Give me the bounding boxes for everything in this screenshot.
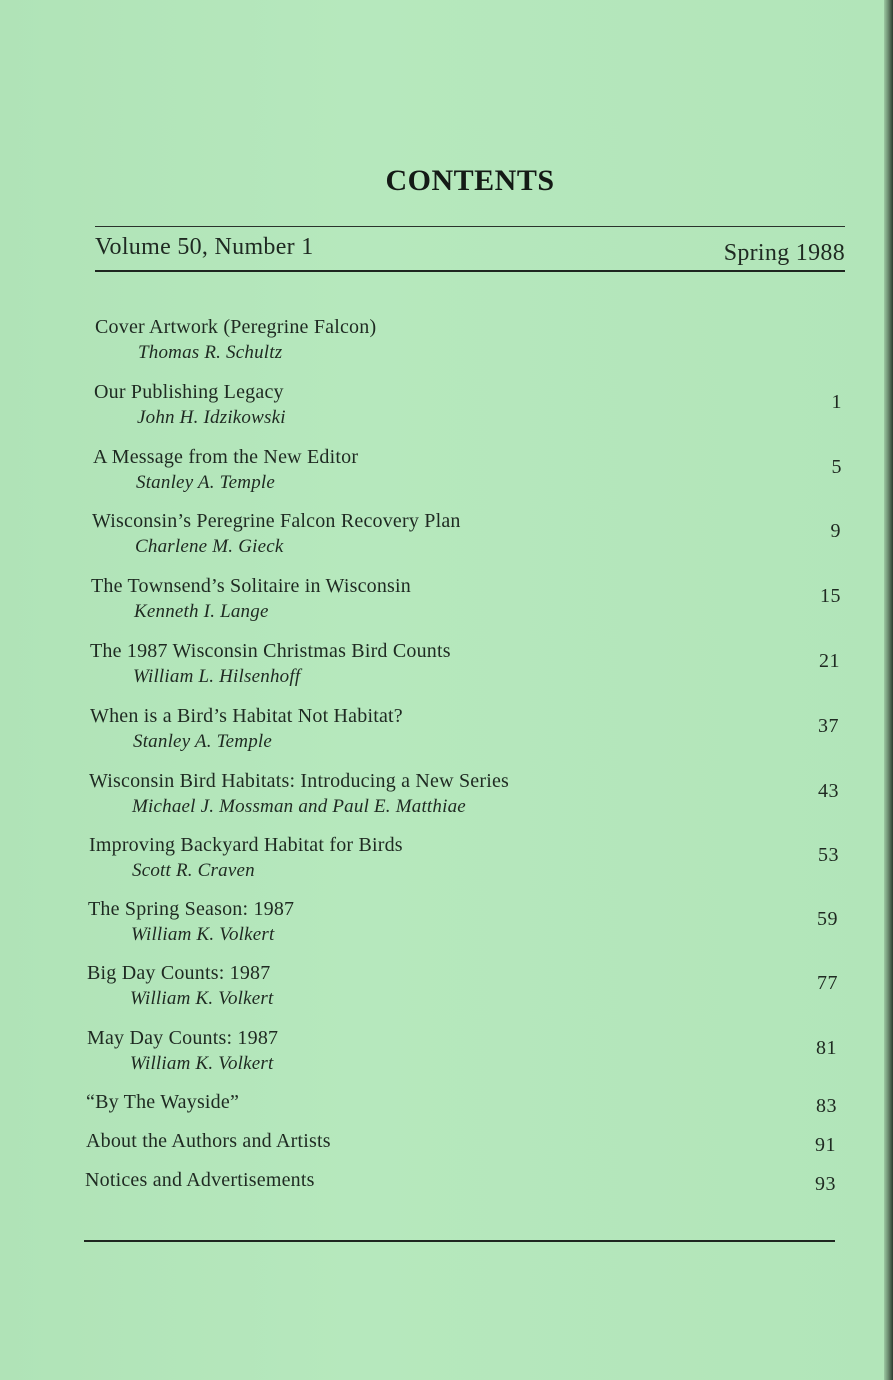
entry-title: About the Authors and Artists <box>86 1130 331 1152</box>
entry-title: May Day Counts: 1987 <box>87 1027 279 1049</box>
entry-title: Wisconsin Bird Habitats: Introducing a New Series <box>89 770 510 792</box>
entry-author: Kenneth I. Lange <box>134 601 269 622</box>
entry-author: Michael J. Mossman and Paul E. Matthiae <box>132 796 466 817</box>
entry-title: A Message from the New Editor <box>93 446 359 468</box>
entry-title: Cover Artwork (Peregrine Falcon) <box>95 316 377 338</box>
entry-title: Notices and Advertisements <box>85 1169 315 1191</box>
entry-author: Stanley A. Temple <box>133 731 273 752</box>
entry-page: 53 <box>818 844 839 866</box>
entry-page: 83 <box>816 1095 837 1117</box>
entry-page: 15 <box>820 585 841 607</box>
entry-page: 93 <box>815 1173 836 1195</box>
entry-title: Our Publishing Legacy <box>94 381 284 403</box>
entry-page: 91 <box>815 1134 836 1156</box>
entry-page: 59 <box>817 908 838 930</box>
entry-page: 43 <box>818 780 839 802</box>
entry-author: William L. Hilsenhoff <box>133 666 301 687</box>
issue-line <box>95 234 845 268</box>
entry-title: The Townsend’s Solitaire in Wisconsin <box>91 575 411 597</box>
footer-rule <box>84 1240 835 1242</box>
entry-page: 37 <box>818 715 839 737</box>
volume-number: Volume 50, Number 1 <box>95 234 314 260</box>
page-edge-shadow <box>884 0 893 1380</box>
header-rule-top <box>95 226 845 227</box>
entry-author: Stanley A. Temple <box>136 472 276 493</box>
entry-title: The Spring Season: 1987 <box>88 898 295 920</box>
entry-title: Improving Backyard Habitat for Birds <box>89 834 403 856</box>
entry-page: 9 <box>830 520 841 542</box>
entry-author: William K. Volkert <box>130 988 274 1009</box>
entry-author: William K. Volkert <box>130 1053 274 1074</box>
page-title: CONTENTS <box>385 164 555 197</box>
entry-author: William K. Volkert <box>131 924 275 945</box>
entry-page: 81 <box>816 1037 837 1059</box>
entry-title: “By The Wayside” <box>86 1091 240 1113</box>
entry-title: Big Day Counts: 1987 <box>87 962 271 984</box>
entry-title: When is a Bird’s Habitat Not Habitat? <box>90 705 403 727</box>
entry-page: 5 <box>831 456 842 478</box>
entry-author: Charlene M. Gieck <box>135 536 284 557</box>
issue-season: Spring 1988 <box>723 240 845 266</box>
entry-title: The 1987 Wisconsin Christmas Bird Counts <box>90 640 451 662</box>
entry-page: 77 <box>817 972 838 994</box>
entry-page: 1 <box>831 391 842 413</box>
entry-author: John H. Idzikowski <box>137 407 286 428</box>
entry-page: 21 <box>819 650 840 672</box>
entry-author: Thomas R. Schultz <box>138 342 283 363</box>
entry-title: Wisconsin’s Peregrine Falcon Recovery Plan <box>92 510 461 532</box>
entry-author: Scott R. Craven <box>132 860 255 881</box>
header-rule-bottom <box>95 270 845 272</box>
